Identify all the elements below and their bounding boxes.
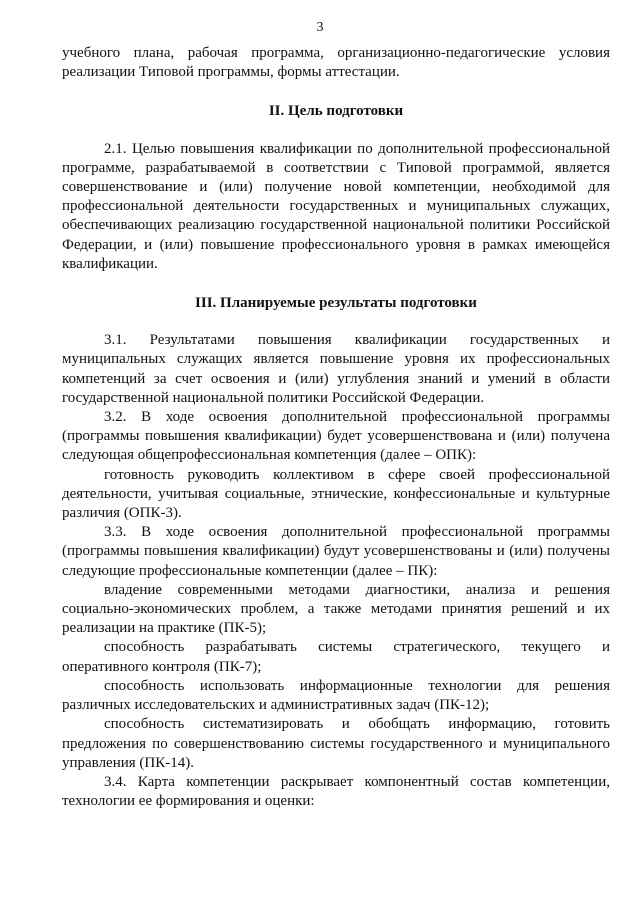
competence-pk-7: способность разрабатывать системы стратегического, текущего и оперативного контроля (ПК-7); (62, 639, 610, 675)
section-2-heading: II. Цель подготовки (268, 103, 404, 120)
paragraph-3-2: 3.2. В ходе освоения дополнительной профессиональной программы (программы повышения квалификации) будет усовершенствована и (или) получена следующая общепрофессиональная компетенция (далее – ОПК): (62, 409, 610, 464)
paragraph-2-1: 2.1. Целью повышения квалификации по дополнительной профессиональной программе, разрабатываемой в соответствии с Типовой программой, является совершенствование и (или) получение новой компетенции, необходимой для профессиональной деятельности государственных и муниципальных служащих, обеспечивающих реализацию государственной национальной политики Российской Федерации, и (или) повышение профессионального уровня в рамках имеющейся квалификации. (62, 140, 610, 272)
section-3-heading: III. Планируемые результаты подготовки (195, 295, 477, 312)
competence-pk-5: владение современными методами диагностики, анализа и решения социально-экономических проблем, а также методами принятия решений и их реализации на практике (ПК-5); (62, 581, 610, 637)
lead-paragraph: учебного плана, рабочая программа, организационно-педагогические условия реализации Типовой программы, формы аттестации. (62, 45, 610, 81)
competence-pk-12: способность использовать информационные технологии для решения различных исследовательских и административных задач (ПК-12); (62, 677, 610, 714)
competence-opk-3: готовность руководить коллективом в сфере своей профессиональной деятельности, учитывая социальные, этнические, конфессиональные и культурные различия (ОПК-3). (62, 466, 610, 522)
competence-pk-14: способность систематизировать и обобщать информацию, готовить предложения по совершенствованию системы государственного и муниципального управления (ПК-14). (62, 716, 610, 771)
paragraph-3-3: 3.3. В ходе освоения дополнительной профессиональной программы (программы повышения квалификации) будут усовершенствованы и (или) получены следующие профессиональные компетенции (далее – ПК): (62, 524, 610, 579)
page-number: 3 (316, 20, 324, 35)
paragraph-3-4: 3.4. Карта компетенции раскрывает компонентный состав компетенции, технологии ее формирования и оценки: (62, 773, 610, 810)
paragraph-3-1: 3.1. Результатами повышения квалификации государственных и муниципальных служащих является повышение уровня их профессиональных компетенций за счет освоения и (или) углубления знаний и умений в области государственной национальной политики Российской Федерации. (62, 332, 610, 406)
document-body (62, 44, 610, 811)
